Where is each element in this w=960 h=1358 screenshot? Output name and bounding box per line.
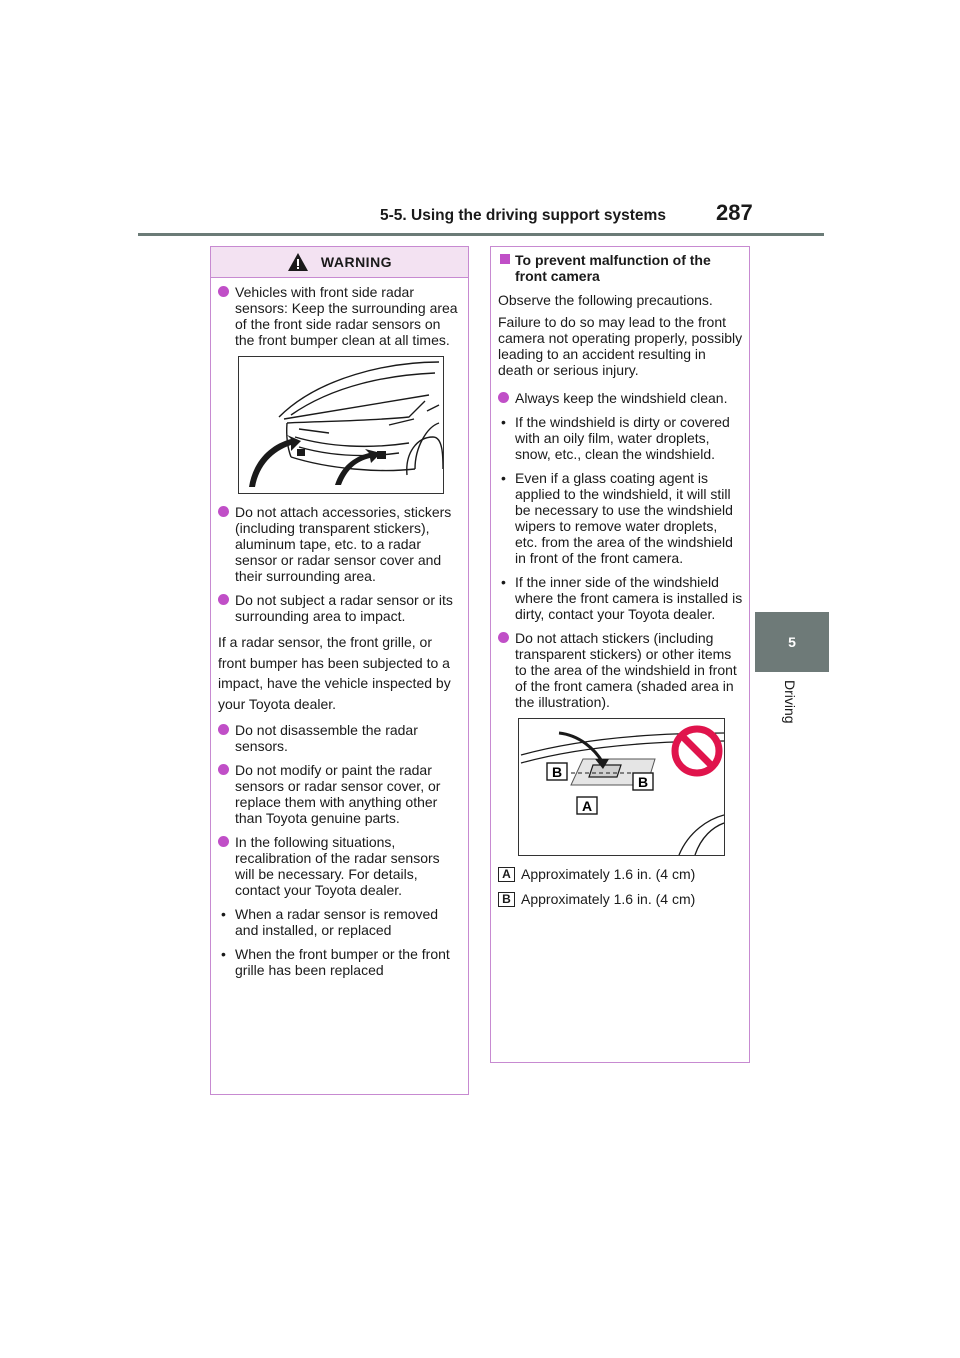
legend-text: Approximately 1.6 in. (4 cm) — [521, 866, 696, 882]
warning-header — [211, 247, 468, 278]
warning-subitem: • When the front bumper or the front grille has been replaced — [221, 946, 450, 978]
bullet-dot-icon — [218, 594, 229, 605]
warning-item: Do not attach accessories, stickers (including transparent stickers), aluminum tape, etc. to a radar sensor or radar sensor cover and their surrounding area. — [218, 504, 462, 584]
bullet-dot-icon — [498, 392, 509, 403]
chapter-number: 5 — [788, 634, 796, 650]
camera-item: Always keep the windshield clean. — [498, 390, 743, 406]
camera-item: Do not attach stickers (including transparent stickers) or other items to the area of the windshield in front of the front camera (shaded area in the illustration). — [498, 630, 743, 710]
front-camera-box — [490, 246, 750, 1063]
camera-heading: To prevent malfunction of the front camera — [498, 252, 743, 284]
legend-key: B — [498, 892, 515, 907]
warning-item: Do not modify or paint the radar sensors or radar sensor cover, or replace them with anything other than Toyota genuine parts. — [218, 762, 462, 826]
legend-text: Approximately 1.6 in. (4 cm) — [521, 891, 696, 907]
page-number: 287 — [716, 200, 753, 225]
bullet-dot-icon — [498, 632, 509, 643]
section-title: 5-5. Using the driving support systems — [380, 207, 666, 224]
warning-item: Do not subject a radar sensor or its surrounding area to impact. — [218, 592, 462, 624]
camera-subitem: • If the windshield is dirty or covered with an oily film, water droplets, snow, etc., clean the windshield. — [501, 414, 730, 462]
front-bumper-radar-illustration — [238, 356, 444, 494]
svg-text:B: B — [637, 774, 649, 790]
windshield-area-icon — [519, 719, 724, 855]
legend-row — [498, 866, 743, 882]
warning-subitem: • When a radar sensor is removed and installed, or replaced — [221, 906, 439, 938]
warning-box — [210, 246, 469, 1095]
chapter-label: Driving — [782, 680, 798, 724]
warning-item: In the following situations, recalibration of the radar sensors will be necessary. For details, contact your Toyota dealer. — [218, 834, 462, 898]
camera-intro: Observe the following precautions. — [498, 292, 713, 308]
square-bullet-icon — [500, 254, 510, 264]
warning-paragraph: If a radar sensor, the front grille, or front bumper has been subjected to a impact, have the vehicle inspected by your Toyota dealer. — [218, 634, 451, 712]
bullet-dot-icon — [218, 764, 229, 775]
legend-row — [498, 891, 743, 907]
bullet-dot-icon — [218, 724, 229, 735]
warning-item: Do not disassemble the radar sensors. — [218, 722, 462, 754]
header-divider — [138, 233, 824, 236]
camera-subitem: • Even if a glass coating agent is applied to the windshield, it will still be necessary to use the windshield wipers to remove water droplets, etc. from the area of the windshield in front of the front camera. — [501, 470, 733, 566]
warning-item: Vehicles with front side radar sensors: Keep the surrounding area of the front side radar sensors on the front bumper clean at all times. — [218, 284, 462, 348]
bullet-dot-icon — [218, 286, 229, 297]
warning-heading: WARNING — [320, 254, 393, 270]
car-front-icon — [239, 357, 443, 493]
svg-text:A: A — [581, 798, 593, 814]
windshield-camera-illustration — [518, 718, 725, 856]
warning-triangle-icon — [287, 252, 309, 272]
chapter-tab — [755, 612, 829, 672]
legend-key: A — [498, 867, 515, 882]
svg-text:B: B — [551, 764, 563, 780]
bullet-dot-icon — [218, 506, 229, 517]
camera-failure-text: Failure to do so may lead to the front camera not operating properly, possibly leading to an accident resulting in death or serious injury. — [498, 314, 743, 378]
bullet-dot-icon — [218, 836, 229, 847]
camera-subitem: • If the inner side of the windshield where the front camera is installed is dirty, contact your Toyota dealer. — [501, 574, 743, 622]
